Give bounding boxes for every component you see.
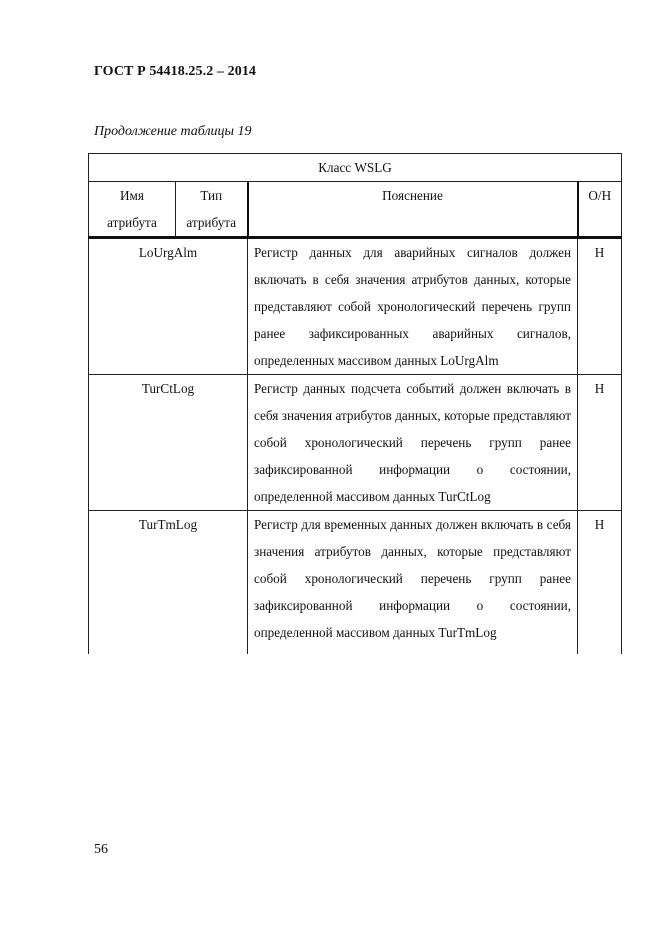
table-row	[89, 511, 622, 655]
attribute-table	[88, 153, 622, 654]
attribute-description: Регистр данных для аварийных сигналов должен включать в себя значения атрибутов данных, которые представляют собой хронологический перечень групп ранее зафиксированных аварийных сигналов, определенных массивом данных LoUrgAlm	[248, 238, 578, 375]
attribute-name: LoUrgAlm	[89, 238, 248, 375]
table-row	[89, 238, 622, 375]
column-header-description: Пояснение	[248, 182, 578, 238]
column-header-mo: О/Н	[578, 182, 622, 238]
attribute-description: Регистр для временных данных должен включать в себя значения атрибутов данных, которые представляют собой хронологический перечень групп ранее зафиксированной информации о состоянии, определенной массивом данных TurTmLog	[248, 511, 578, 655]
attribute-mo: Н	[578, 238, 622, 375]
column-header-name-line2: атрибута	[107, 215, 157, 230]
attribute-name: TurCtLog	[89, 375, 248, 511]
column-header-type-line1: Тип	[200, 188, 223, 203]
attribute-mo: Н	[578, 511, 622, 655]
column-header-name-line1: Имя	[120, 188, 144, 203]
page-number: 56	[94, 842, 108, 857]
document-header: ГОСТ Р 54418.25.2 – 2014	[94, 64, 257, 79]
attribute-mo: Н	[578, 375, 622, 511]
column-header-type-line2: атрибута	[186, 215, 237, 230]
column-header-type	[176, 182, 248, 238]
attribute-description: Регистр данных подсчета событий должен включать в себя значения атрибутов данных, которые представляют собой хронологический перечень групп ранее зафиксированной информации о состоянии, определенной массивом данных TurCtLog	[248, 375, 578, 511]
class-title: Класс WSLG	[89, 154, 622, 182]
table-caption: Продолжение таблицы 19	[94, 124, 252, 139]
table-row	[89, 375, 622, 511]
attribute-name: TurTmLog	[89, 511, 248, 655]
column-header-name	[89, 182, 176, 238]
